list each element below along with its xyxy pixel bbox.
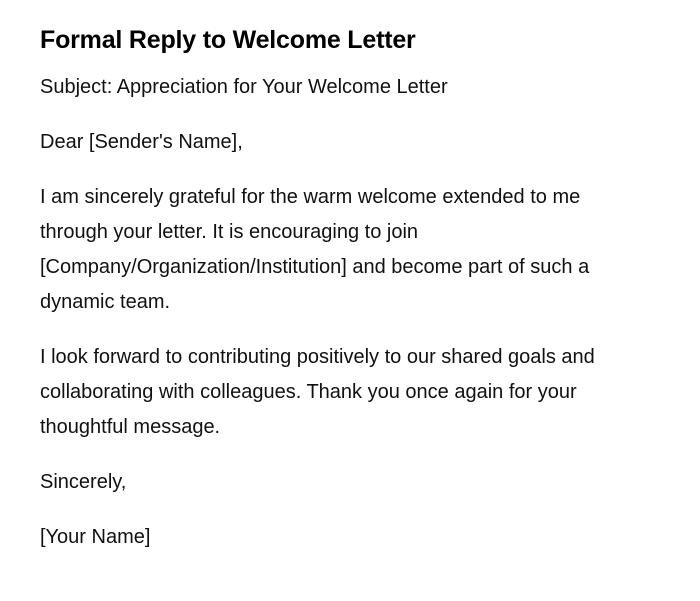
letter-document	[40, 22, 650, 555]
letter-closing: Sincerely,	[40, 471, 127, 493]
letter-body-paragraph-1: I am sincerely grateful for the warm welcome extended to me through your letter. It is encouraging to join [Company/Organization/Institution] and become part of such a dynamic team.	[40, 186, 590, 313]
letter-salutation: Dear [Sender's Name],	[40, 131, 243, 153]
letter-body-paragraph-2: I look forward to contributing positively to our shared goals and collaborating with colleagues. Thank you once again for your thoughtful message.	[40, 346, 595, 438]
letter-signature: [Your Name]	[40, 526, 151, 548]
letter-subject: Subject: Appreciation for Your Welcome Letter	[40, 76, 448, 98]
letter-title: Formal Reply to Welcome Letter	[40, 26, 416, 54]
